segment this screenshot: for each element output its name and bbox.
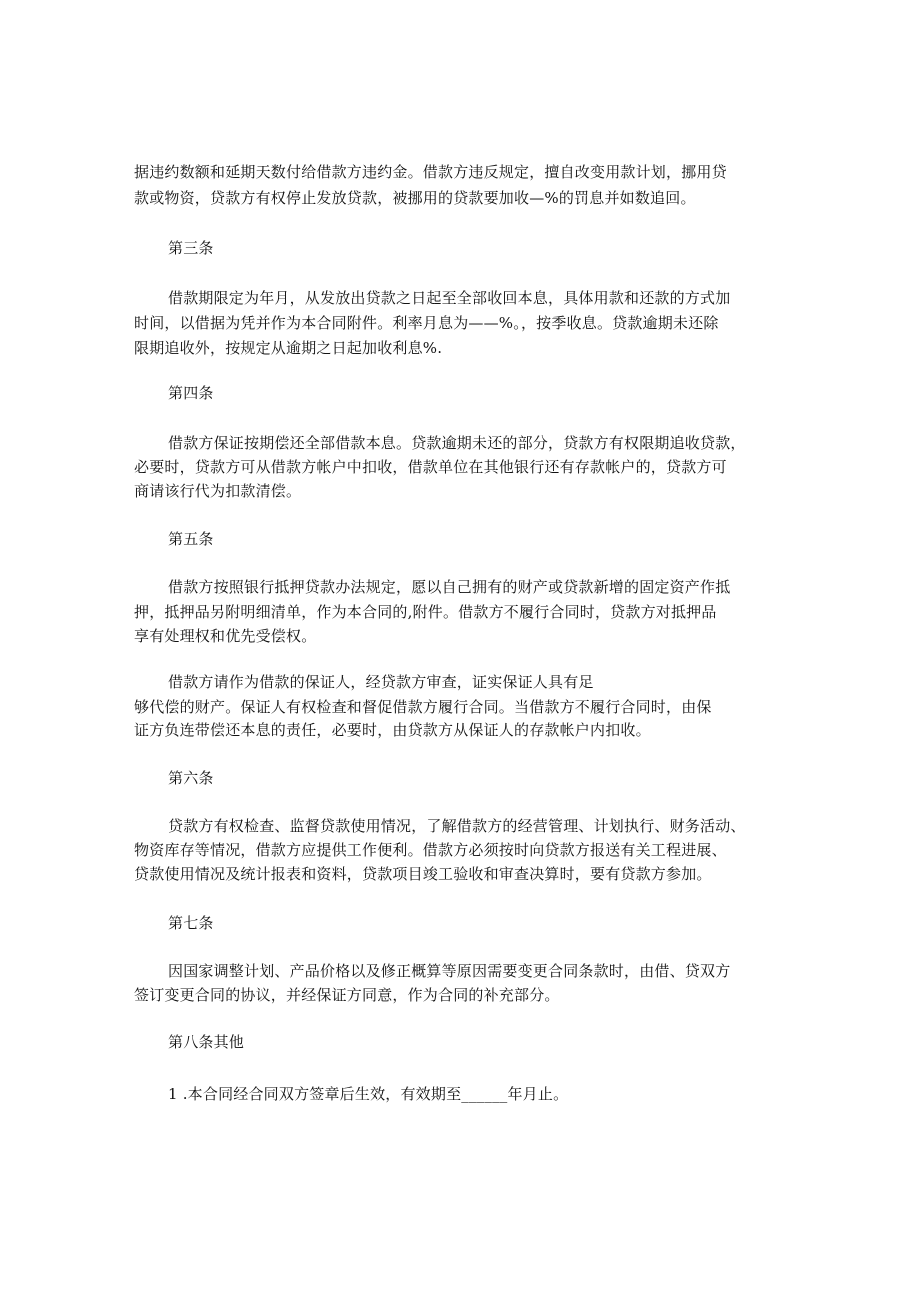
body-text-line: 据违约数额和延期天数付给借款方违约金。借款方违反规定，擅自改变用款计划，挪用贷 (134, 163, 727, 181)
body-text-line: 因国家调整计划、产品价格以及修正概算等原因需要变更合同条款时，由借、贷双方 (168, 962, 731, 980)
body-text-line: 贷款使用情况及统计报表和资料，贷款项目竣工验收和审查决算时，要有贷款方参加。 (134, 865, 712, 883)
body-text-line: 限期追收外，按规定从逾期之日起加收利息%. (134, 339, 443, 357)
body-text-line: 证方负连带偿还本息的责任，必要时，由贷款方从保证人的存款帐户内扣收。 (134, 721, 651, 739)
body-text-line: 1 .本合同经合同双方签章后生效，有效期至______年月止。 (168, 1085, 569, 1103)
body-text-line: 借款方按照银行抵押贷款办法规定，愿以自己拥有的财产或贷款新增的固定资产作抵 (168, 578, 731, 596)
article-heading: 第三条 (168, 239, 214, 257)
article-heading: 第五条 (168, 530, 214, 548)
article-heading: 第六条 (168, 769, 214, 787)
body-text-line: 必要时，贷款方可从借款方帐户中扣收，借款单位在其他银行还有存款帐户的，贷款方可 (134, 458, 727, 476)
body-text-line: 物资库存等情况，借款方应提供工作便利。借款方必须按时向贷款方报送有关工程进展、 (134, 841, 727, 859)
body-text-line: 借款期限定为年月，从发放出贷款之日起至全部收回本息，具体用款和还款的方式加 (168, 289, 731, 307)
article-heading: 第四条 (168, 384, 214, 402)
body-text-line: 签订变更合同的协议，并经保证方同意，作为合同的补充部分。 (134, 986, 560, 1004)
body-text-line: 商请该行代为扣款清偿。 (134, 482, 302, 500)
body-text-line: 时间，以借据为凭并作为本合同附件。利率月息为——%。，按季收息。贷款逾期未还除 (134, 314, 719, 332)
body-text-line: 贷款方有权检查、监督贷款使用情况，了解借款方的经营管理、计划执行、财务活动、 (168, 817, 746, 835)
body-text-line: 够代偿的财产。保证人有权检查和督促借款方履行合同。当借款方不履行合同时，由保 (134, 698, 712, 716)
article-heading: 第七条 (168, 914, 214, 932)
body-text-line: 押，抵押品另附明细清单，作为本合同的,附件。借款方不履行合同时，贷款方对抵押品 (134, 603, 717, 621)
body-text-line: 借款方保证按期偿还全部借款本息。贷款逾期未还的部分，贷款方有权限期追收贷款， (168, 434, 746, 452)
body-text-line: 享有处理权和优先受偿权。 (134, 627, 317, 645)
article-heading: 第八条其他 (168, 1033, 245, 1051)
body-text-line: 借款方请作为借款的保证人，经贷款方审查，证实保证人具有足 (168, 673, 594, 691)
body-text-line: 款或物资，贷款方有权停止发放贷款，被挪用的贷款要加收—%的罚息并如数追回。 (134, 189, 696, 207)
